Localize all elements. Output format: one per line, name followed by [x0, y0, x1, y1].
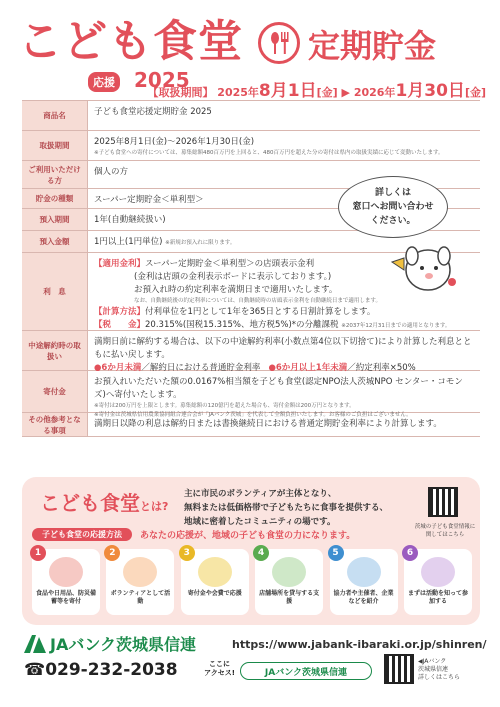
period-end-year: 2026年 — [353, 86, 396, 99]
house-icon — [272, 557, 306, 587]
support-steps — [32, 549, 472, 617]
period-end-dow: [金] — [464, 86, 486, 99]
table-row — [22, 331, 480, 371]
row-label: 預入金額 — [22, 231, 88, 252]
rice-bowl-icon — [421, 557, 455, 587]
kodomo-shokudo-logo: こども食堂 — [18, 16, 243, 67]
opt2-text: ／約定利率×50% — [347, 363, 416, 373]
row-label: その他参考となる事項 — [22, 413, 88, 436]
product-name: 子ども食堂応援定期貯金 2025 — [94, 107, 212, 117]
tax-text: 20.315%(国税15.315%、地方税5%)*の分離課税 — [145, 320, 339, 330]
opt1-text: ／解約日における普通貯金利率 — [141, 363, 261, 373]
calc-text: 付利単位を1円として1年を365日とする日割計算をします。 — [145, 307, 376, 317]
step-caption: まずは活動を知って参加する — [407, 590, 468, 605]
qr-code-icon[interactable] — [384, 654, 414, 684]
row-value — [88, 101, 480, 130]
support-step — [330, 549, 398, 615]
desc-line: 地域に密着したコミュニティの場です。 — [184, 517, 336, 527]
period-end-md: 1月30日 — [395, 81, 465, 101]
desc-line: 無料または低価格帯で子どもたちに食事を提供する、 — [184, 503, 389, 513]
access-label — [204, 660, 235, 678]
year-label: 2025 — [134, 68, 190, 92]
access-line: ここに — [208, 660, 230, 668]
support-step — [32, 549, 100, 615]
speech-bubble — [338, 176, 448, 238]
tag-tax: 【税 金】 — [94, 320, 146, 330]
header — [18, 14, 486, 101]
row-value — [88, 371, 480, 418]
donation-note-2: ※寄付金は茨城県信用農業協同組合連合会が「JAバンク茨城」を代表して全額負担いたします。お客様のご負担はございません。 — [94, 412, 412, 418]
tag-rate: 【適用金利】 — [94, 259, 146, 269]
about-title-suffix: とは? — [140, 500, 169, 513]
row-value: スーパー定期貯金＜単利型＞ — [94, 195, 204, 205]
opt1-tag: ●6か月未満 — [94, 363, 142, 373]
table-row — [22, 131, 480, 161]
period-line — [147, 76, 486, 101]
support-method-bar — [32, 527, 362, 541]
step-number: 4 — [253, 545, 269, 561]
method-label: 子ども食堂の応援方法 — [32, 528, 132, 541]
period-start-year: 2025年 — [217, 86, 259, 99]
volunteer-hands-icon — [123, 557, 157, 587]
period-arrow: ▶ — [341, 86, 350, 99]
donation-text: お預入れいただいた額の0.0167%相当額を子ども食堂(認定NPO法人茨城NPO センター・コモンズ)へ寄付いたします。 — [94, 377, 463, 400]
row-value: 1年(自動継続扱い) — [94, 215, 166, 225]
table-row — [22, 413, 480, 437]
bubble-line: 詳しくは — [374, 188, 411, 198]
about-description — [184, 487, 414, 529]
step-number: 6 — [402, 545, 418, 561]
amount-note: ※新規お預入れに限ります。 — [165, 240, 236, 246]
opt2-tag: ●6か月以上1年未満 — [268, 363, 348, 373]
row-label: 預入期間 — [22, 209, 88, 230]
table-row — [22, 101, 480, 131]
ja-bank-logo — [24, 632, 196, 655]
row-label: 取扱期間 — [22, 131, 88, 160]
row-value: 満期日以降の利息は解約日または書換継続日における普通定期貯金利率により計算します。 — [94, 419, 442, 429]
access-line: アクセス! — [204, 669, 235, 677]
period-start-md: 8月1日 — [258, 81, 317, 101]
tax-note: ※2037年12月31日までの適用となります。 — [341, 323, 451, 329]
support-step — [404, 549, 472, 615]
step-caption: 協力者や主催者、企業などを紹介 — [333, 590, 394, 605]
bubble-line: 窓口へ — [352, 202, 380, 212]
ja-mark-icon — [24, 635, 46, 653]
calc-line — [94, 306, 474, 319]
step-number: 3 — [179, 545, 195, 561]
bubble-line: お問い合わせ — [379, 202, 434, 212]
period-label: 【取扱期間】 — [147, 86, 214, 99]
row-value: 個人の方 — [94, 167, 129, 177]
product-title: 定期貯金 — [308, 27, 437, 65]
website-link[interactable]: https://www.jabank-ibaraki.or.jp/shinren/ — [232, 638, 487, 651]
row-label: 商品名 — [22, 101, 88, 130]
phone-icon: ☎ — [24, 660, 46, 680]
step-number: 1 — [30, 545, 46, 561]
period-value: 2025年8月1日(金)～2026年1月30日(金) — [94, 137, 255, 147]
step-caption: 食品や日用品、防災備蓄等を寄付 — [35, 590, 96, 605]
early-withdrawal-text: 満期日前に解約する場合は、以下の中途解約利率(小数点第4位以下切捨て)により計算した利息とともに払い戻します。 — [94, 337, 472, 360]
rate-note: なお、自動継続後の約定利率については、自動継続時の店頭表示金利を自動継続日まで適用します。 — [134, 298, 381, 304]
period-start-dow: [金] — [316, 86, 338, 99]
support-step — [181, 549, 249, 615]
row-label: 貯金の種類 — [22, 189, 88, 208]
bubble-line: ください。 — [370, 216, 416, 226]
qr-code-icon[interactable] — [428, 487, 458, 517]
about-title — [40, 487, 168, 516]
mascot-character-icon — [390, 236, 460, 298]
about-title-main: こども食堂 — [40, 491, 140, 515]
spoon-fork-icon — [258, 22, 300, 64]
row-label: 中途解約時の取扱い — [22, 331, 88, 370]
step-caption: ボランティアとして活動 — [110, 590, 171, 605]
about-kodomo-shokudo — [22, 477, 480, 625]
row-label: 利 息 — [22, 253, 88, 330]
footer-qr-caption — [418, 658, 478, 682]
row-value — [88, 131, 480, 160]
desc-line: 主に市民のボランティアが主体となり、 — [184, 489, 337, 499]
amount-value: 1円以上(1円単位) — [94, 237, 163, 247]
step-number: 5 — [328, 545, 344, 561]
phone-text: 029-232-2038 — [45, 660, 178, 680]
search-button[interactable]: JAバンク茨城県信連 — [240, 662, 372, 680]
caption-line: 詳しくはこちら — [418, 674, 461, 681]
qr-caption: 茨城の子ども食堂情報に関してはこちら — [414, 524, 476, 538]
row-value — [88, 331, 480, 373]
phone-number[interactable] — [24, 660, 178, 680]
period-note: ※子ども食堂への寄付については、募集総額480百万円を上回ると、480百万円を超えた分の寄付は県内の取扱実績に応じて変動いたします。 — [94, 150, 444, 156]
ouen-badge: 応援 — [88, 72, 120, 92]
rate-sub2: お預入れ時の約定利率を満期日まで適用いたします。 — [134, 285, 338, 295]
support-step — [255, 549, 323, 615]
food-donation-icon — [49, 557, 83, 587]
donation-box-icon — [198, 557, 232, 587]
tag-calc: 【計算方法】 — [94, 307, 146, 317]
step-number: 2 — [104, 545, 120, 561]
support-step — [106, 549, 174, 615]
method-text: あなたの応援が、地域の子ども食堂の力になります。 — [140, 530, 356, 541]
people-heart-icon — [347, 557, 381, 587]
table-row — [22, 371, 480, 418]
brand-name: JAバンク茨城県信連 — [50, 635, 197, 654]
rate-sub1: (金利は店頭の金利表示ボードに表示しております。) — [134, 272, 332, 282]
row-label: 寄付金 — [22, 371, 88, 412]
step-caption: 寄付金や会費で応援 — [187, 590, 242, 597]
caption-line: ◀JAバンク — [418, 658, 447, 665]
step-caption: 店舗場所を貸与する支援 — [259, 590, 320, 605]
rate-text: スーパー定期貯金＜単利型＞の店頭表示金利 — [145, 259, 315, 269]
donation-note-1: ※寄付は200万円を上限とします。募集総額の120億円を超えた場合も、寄付金額は200万円となります。 — [94, 403, 355, 409]
row-label: ご利用いただける方 — [22, 161, 88, 188]
caption-line: 茨城県信連 — [418, 666, 449, 673]
